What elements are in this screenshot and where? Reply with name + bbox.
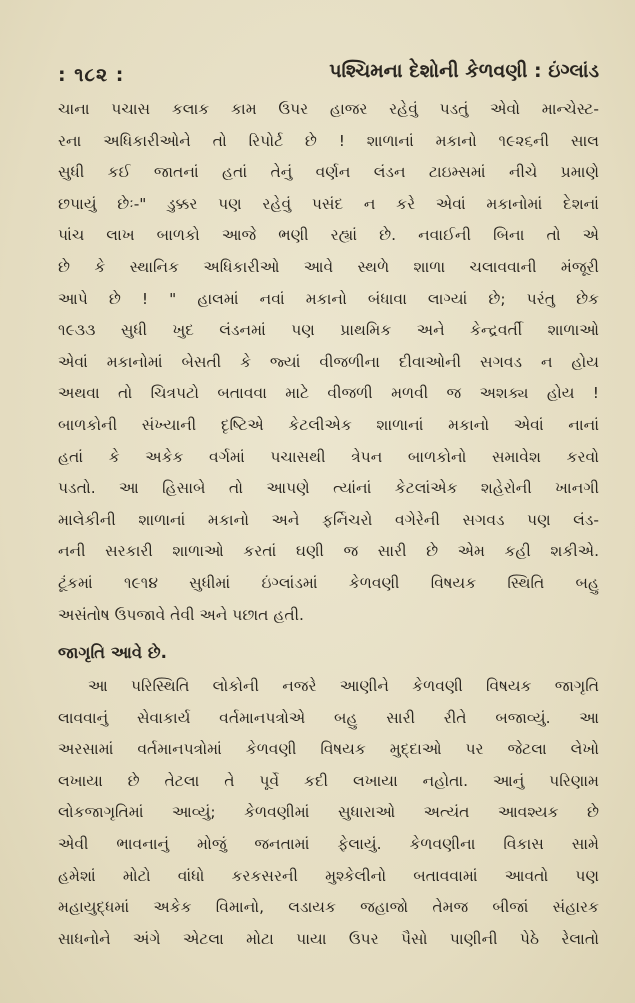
- text-line: લખાયા છે તેટલા તે પૂર્વે કદી લખાયા નહોતા. આનું પરિણામ: [58, 771, 599, 790]
- text-line: લોકજાગૃતિમાં આવ્યું; કેળવણીમાં સુધારાઓ અત્યંત આવશ્યક છે: [58, 803, 599, 822]
- text-line: સાધનોને અંગે એટલા મોટા પાયા ઉપર પૈસો પાણીની પેઠે રેલાતો: [58, 929, 599, 948]
- text-line: લાવવાનું સેવાકાર્ય વર્તમાનપત્રોએ બહુ સારી રીતે બજાવ્યું. આ: [58, 708, 599, 727]
- text-line: અથવા તો ચિત્રપટો બતાવવા માટે વીજળી મળવી જ અશક્ય હોય !: [58, 384, 599, 403]
- text-line: રના અધિકારીઓને તો રિપોર્ટ છે ! શાળાનાં મકાનો ૧૯૨૬ની સાલ: [58, 131, 599, 150]
- text-line: બાળકોની સંખ્યાની દૃષ્ટિએ કેટલીએક શાળાનાં મકાનો એવાં નાનાં: [58, 415, 599, 434]
- paragraph-1: [58, 94, 599, 631]
- text-line: હમેશાં મોટો વાંધો કરકસરની મુશ્કેલીનો બતાવવામાં આવતો પણ: [58, 866, 599, 885]
- text-line: છપાયું છેઃ-" ડુક્કર પણ રહેવું પસંદ ન કરે એવાં મકાનોમાં દેશનાં: [58, 194, 599, 213]
- page-number: : ૧૮૨ :: [58, 64, 125, 86]
- text-line: છે કે સ્થાનિક અધિકારીઓ આવે સ્થળે શાળા ચલાવવાની મંજૂરી: [58, 257, 599, 276]
- text-line: પાંચ લાખ બાળકો આજે ભણી રહ્યાં છે. નવાઈની બિના તો એ: [58, 226, 599, 245]
- text-line: નની સરકારી શાળાઓ કરતાં ઘણી જ સારી છે એમ કહી શકીએ.: [58, 542, 599, 561]
- text-line: હતાં કે અકેક વર્ગમાં પચાસથી ત્રેપન બાળકોનો સમાવેશ કરવો: [58, 447, 599, 466]
- section-heading: જાગૃતિ આવે છે.: [58, 643, 167, 663]
- text-line: ટૂંકમાં ૧૯૧૪ સુધીમાં ઇંગ્લાંડમાં કેળવણી વિષયક સ્થિતિ બહુ: [58, 573, 599, 592]
- running-title: પશ્ચિમના દેશોની કેળવણી : ઇંગ્લાંડ: [329, 60, 599, 82]
- text-line: આપે છે ! " હાલમાં નવાં મકાનો બંધાવા લાગ્યાં છે; પરંતુ છેક: [58, 289, 599, 308]
- page-header: [58, 54, 599, 90]
- text-line: અરસામાં વર્તમાનપત્રોમાં કેળવણી વિષયક મુદ્દાઓ પર જેટલા લેખો: [58, 740, 599, 759]
- text-line: મહાયુદ્ધમાં અકેક વિમાનો, લડાયક જહાજો તેમજ બીજાં સંહારક: [58, 898, 599, 917]
- text-line: એવાં મકાનોમાં બેસતી કે જ્યાં વીજળીના દીવાઓની સગવડ ન હોય: [58, 352, 599, 371]
- text-line: સુધી કઈ જાતનાં હતાં તેનું વર્ણન લંડન ટાઇમ્સમાં નીચે પ્રમાણે: [58, 163, 599, 182]
- text-line: ચાના પચાસ કલાક કામ ઉપર હાજર રહેવું પડતું એવો માન્ચેસ્ટ-: [58, 100, 599, 118]
- text-line: અસંતોષ ઉપજાવે તેવી અને પછાત હતી.: [58, 605, 304, 624]
- text-line: આ પરિસ્થિતિ લોકોની નજરે આણીને કેળવણી વિષયક જાગૃતિ: [88, 677, 599, 696]
- text-line: પડતો. આ હિસાબે તો આપણે ત્યાંનાં કેટલાંએક શહેરોની ખાનગી: [58, 479, 599, 498]
- text-line: માલેકીની શાળાનાં મકાનો અને ફર્નિચરો વગેરેની સગવડ પણ લંડ-: [58, 510, 599, 529]
- paragraph-2: [58, 671, 599, 955]
- text-line: એવી ભાવનાનું મોજું જનતામાં ફેલાયું. કેળવણીના વિકાસ સામે: [58, 835, 599, 854]
- text-line: ૧૯૩૩ સુધી ખુદ લંડનમાં પણ પ્રાથમિક અને કેન્દ્રવર્તી શાળાઓ: [58, 321, 599, 340]
